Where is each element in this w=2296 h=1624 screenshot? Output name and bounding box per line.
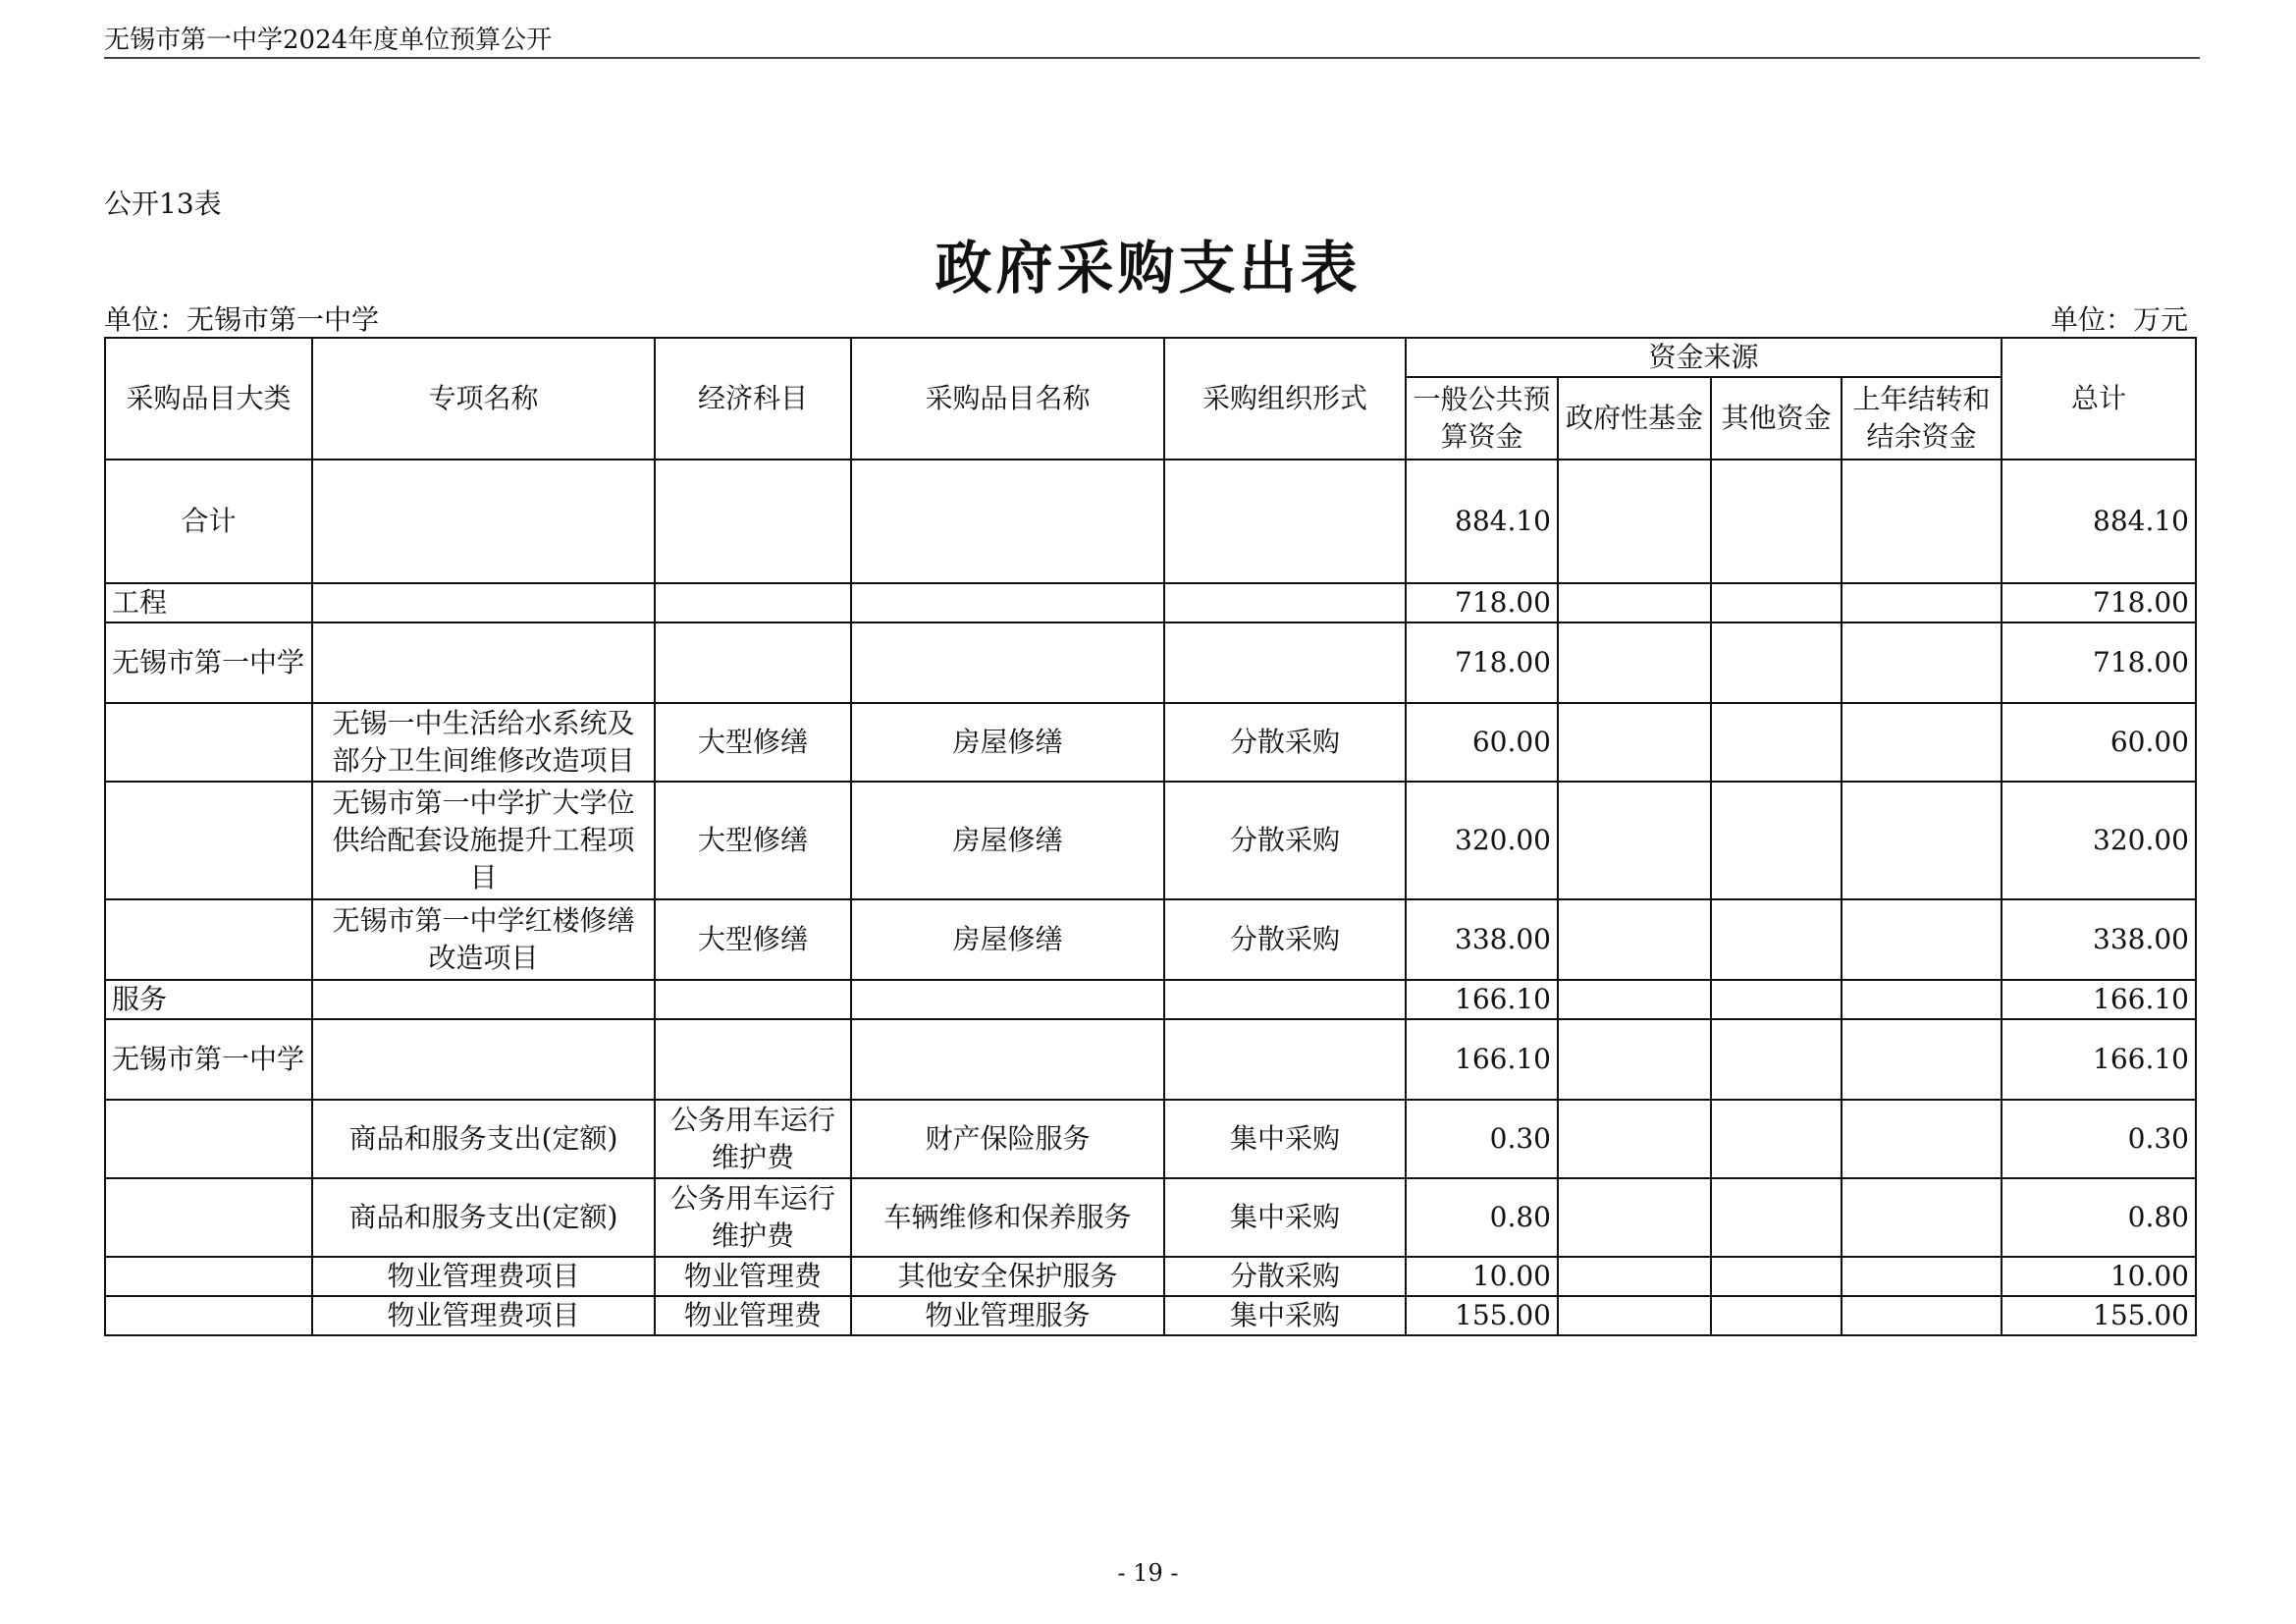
cell-project: 物业管理费项目 [312,1257,655,1296]
cell-carryover [1842,623,2002,703]
cell-project [312,1019,655,1100]
cell-item: 房屋修缮 [851,899,1164,980]
cell-general-budget: 155.00 [1406,1296,1558,1335]
cell-economic [655,1019,851,1100]
cell-general-budget: 166.10 [1406,980,1558,1019]
cell-item [851,623,1164,703]
header-economic: 经济科目 [655,338,851,460]
header-fund-source: 资金来源 [1406,338,2002,377]
cell-org-form: 分散采购 [1164,703,1406,782]
cell-gov-fund [1558,460,1711,583]
header-other-fund: 其他资金 [1711,377,1842,460]
cell-economic: 物业管理费 [655,1257,851,1296]
cell-general-budget: 10.00 [1406,1257,1558,1296]
cell-category: 服务 [105,980,312,1019]
cell-economic: 公务用车运行维护费 [655,1178,851,1257]
cell-item [851,980,1164,1019]
cell-project [312,980,655,1019]
cell-gov-fund [1558,899,1711,980]
cell-project [312,623,655,703]
header-org-form: 采购组织形式 [1164,338,1406,460]
cell-general-budget: 338.00 [1406,899,1558,980]
cell-gov-fund [1558,1296,1711,1335]
cell-item [851,583,1164,623]
cell-general-budget: 884.10 [1406,460,1558,583]
cell-other-fund [1711,980,1842,1019]
cell-total: 884.10 [2002,460,2196,583]
cell-project [312,583,655,623]
header-gov-fund: 政府性基金 [1558,377,1711,460]
cell-other-fund [1711,1257,1842,1296]
table-row [105,980,2196,1019]
cell-economic [655,980,851,1019]
page-title: 政府采购支出表 [934,235,1362,301]
cell-economic: 物业管理费 [655,1296,851,1335]
cell-carryover [1842,703,2002,782]
table-row [105,703,2196,782]
cell-other-fund [1711,1296,1842,1335]
table-header [105,338,2196,460]
cell-category [105,899,312,980]
header-carryover: 上年结转和结余资金 [1842,377,2002,460]
cell-category [105,1100,312,1178]
cell-other-fund [1711,1100,1842,1178]
cell-total: 338.00 [2002,899,2196,980]
cell-general-budget: 0.30 [1406,1100,1558,1178]
cell-org-form [1164,460,1406,583]
table-row [105,1178,2196,1257]
cell-carryover [1842,782,2002,899]
cell-general-budget: 718.00 [1406,623,1558,703]
cell-org-form [1164,623,1406,703]
cell-item [851,460,1164,583]
table-row [105,1019,2196,1100]
cell-total: 166.10 [2002,980,2196,1019]
cell-project: 无锡市第一中学扩大学位供给配套设施提升工程项目 [312,782,655,899]
cell-category [105,782,312,899]
cell-economic: 公务用车运行维护费 [655,1100,851,1178]
cell-other-fund [1711,623,1842,703]
table-row [105,1100,2196,1178]
cell-total: 60.00 [2002,703,2196,782]
cell-total: 0.30 [2002,1100,2196,1178]
cell-gov-fund [1558,703,1711,782]
cell-org-form: 集中采购 [1164,1178,1406,1257]
cell-other-fund [1711,583,1842,623]
table-row [105,583,2196,623]
cell-carryover [1842,1019,2002,1100]
header-general-budget: 一般公共预算资金 [1406,377,1558,460]
cell-carryover [1842,583,2002,623]
cell-project: 无锡一中生活给水系统及部分卫生间维修改造项目 [312,703,655,782]
header-category: 采购品目大类 [105,338,312,460]
header-total: 总计 [2002,338,2196,460]
cell-other-fund [1711,1019,1842,1100]
table-row [105,1257,2196,1296]
cell-gov-fund [1558,623,1711,703]
cell-carryover [1842,1296,2002,1335]
cell-economic: 大型修缮 [655,703,851,782]
cell-economic [655,460,851,583]
table-row [105,1296,2196,1335]
cell-org-form [1164,980,1406,1019]
cell-org-form: 集中采购 [1164,1296,1406,1335]
cell-gov-fund [1558,583,1711,623]
cell-total: 718.00 [2002,623,2196,703]
cell-total: 0.80 [2002,1178,2196,1257]
table-row [105,623,2196,703]
cell-general-budget: 0.80 [1406,1178,1558,1257]
table-body [105,460,2196,1335]
table-row [105,460,2196,583]
cell-item: 房屋修缮 [851,782,1164,899]
cell-org-form: 分散采购 [1164,782,1406,899]
cell-category [105,703,312,782]
cell-total: 320.00 [2002,782,2196,899]
cell-total: 155.00 [2002,1296,2196,1335]
cell-total: 718.00 [2002,583,2196,623]
cell-general-budget: 60.00 [1406,703,1558,782]
cell-project: 商品和服务支出(定额) [312,1100,655,1178]
cell-gov-fund [1558,1178,1711,1257]
cell-carryover [1842,460,2002,583]
cell-org-form: 分散采购 [1164,899,1406,980]
cell-category [105,1296,312,1335]
cell-project: 商品和服务支出(定额) [312,1178,655,1257]
unit-organization: 单位：无锡市第一中学 [104,303,380,336]
cell-item: 其他安全保护服务 [851,1257,1164,1296]
cell-category: 无锡市第一中学 [105,1019,312,1100]
cell-org-form: 分散采购 [1164,1257,1406,1296]
table-row [105,782,2196,899]
page-number: - 19 - [1117,1559,1179,1587]
cell-gov-fund [1558,1257,1711,1296]
header-item: 采购品目名称 [851,338,1164,460]
unit-currency: 单位：万元 [2050,303,2188,336]
cell-carryover [1842,899,2002,980]
cell-economic: 大型修缮 [655,782,851,899]
cell-total: 166.10 [2002,1019,2196,1100]
cell-gov-fund [1558,980,1711,1019]
cell-item: 物业管理服务 [851,1296,1164,1335]
cell-category: 合计 [105,460,312,583]
cell-category [105,1257,312,1296]
cell-carryover [1842,980,2002,1019]
cell-category: 无锡市第一中学 [105,623,312,703]
cell-total: 10.00 [2002,1257,2196,1296]
cell-general-budget: 718.00 [1406,583,1558,623]
cell-general-budget: 320.00 [1406,782,1558,899]
cell-gov-fund [1558,782,1711,899]
procurement-table [104,337,2197,1336]
cell-gov-fund [1558,1100,1711,1178]
cell-org-form [1164,583,1406,623]
cell-project: 物业管理费项目 [312,1296,655,1335]
table-row [105,899,2196,980]
cell-project [312,460,655,583]
cell-item: 房屋修缮 [851,703,1164,782]
cell-economic [655,583,851,623]
cell-other-fund [1711,782,1842,899]
cell-gov-fund [1558,1019,1711,1100]
cell-category [105,1178,312,1257]
cell-other-fund [1711,460,1842,583]
cell-carryover [1842,1257,2002,1296]
cell-general-budget: 166.10 [1406,1019,1558,1100]
cell-other-fund [1711,899,1842,980]
cell-category: 工程 [105,583,312,623]
header-project: 专项名称 [312,338,655,460]
cell-other-fund [1711,1178,1842,1257]
page-header: 无锡市第一中学2024年度单位预算公开 [104,26,553,55]
cell-item: 车辆维修和保养服务 [851,1178,1164,1257]
cell-project: 无锡市第一中学红楼修缮改造项目 [312,899,655,980]
cell-other-fund [1711,703,1842,782]
cell-org-form [1164,1019,1406,1100]
header-divider [104,57,2200,59]
cell-item [851,1019,1164,1100]
cell-item: 财产保险服务 [851,1100,1164,1178]
table-number: 公开13表 [104,188,222,220]
cell-carryover [1842,1178,2002,1257]
cell-economic [655,623,851,703]
cell-org-form: 集中采购 [1164,1100,1406,1178]
cell-carryover [1842,1100,2002,1178]
cell-economic: 大型修缮 [655,899,851,980]
